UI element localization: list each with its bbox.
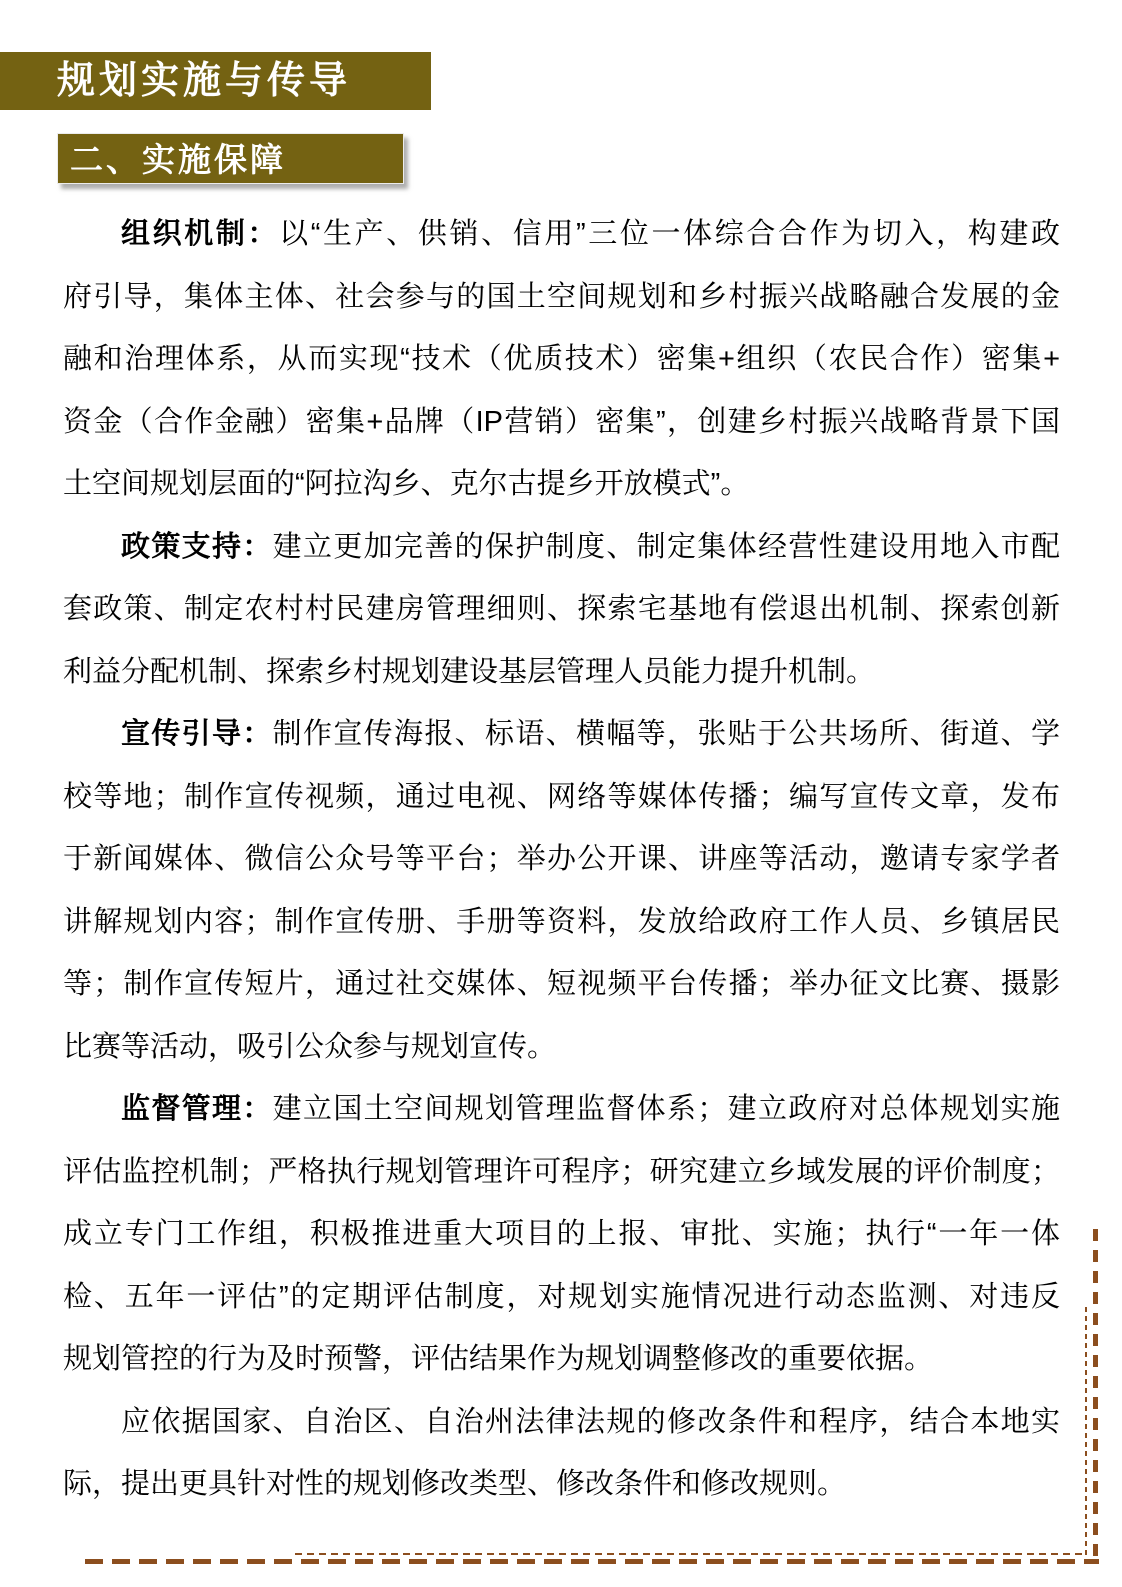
- paragraph-line: 于新闻媒体、微信公众号等平台；举办公开课、讲座等活动，邀请专家学者: [63, 843, 1060, 875]
- paragraph-label: 监督管理：: [121, 1093, 273, 1125]
- paragraph-line: 政策支持：建立更加完善的保护制度、制定集体经营性建设用地入市配: [121, 530, 1060, 563]
- dashed-border-right-thin: [1085, 1307, 1087, 1555]
- paragraph-label: 政策支持：: [121, 530, 273, 563]
- paragraph-line: 际，提出更具针对性的规划修改类型、修改条件和修改规则。: [63, 1468, 847, 1500]
- dashed-border-bottom-thin: [295, 1553, 1087, 1555]
- paragraph-line: 比赛等活动，吸引公众参与规划宣传。: [63, 1030, 557, 1063]
- paragraph-line: 土空间规划层面的“阿拉沟乡、克尔古提乡开放模式”。: [63, 468, 750, 500]
- paragraph-line: 规划管控的行为及时预警，评估结果作为规划调整修改的重要依据。: [63, 1343, 934, 1375]
- paragraph-line: 组织机制：以“生产、供销、信用”三位一体综合合作为切入，构建政: [121, 218, 1060, 250]
- paragraph-line: 府引导，集体主体、社会参与的国土空间规划和乡村振兴战略融合发展的金: [63, 280, 1060, 313]
- paragraph-line: 监督管理：建立国土空间规划管理监督体系；建立政府对总体规划实施: [121, 1093, 1060, 1125]
- paragraph-line: 套政策、制定农村村民建房管理细则、探索宅基地有偿退出机制、探索创新: [63, 593, 1060, 625]
- paragraph-line: 等；制作宣传短片，通过社交媒体、短视频平台传播；举办征文比赛、摄影: [63, 968, 1060, 1000]
- dashed-border-right-thick: [1093, 1229, 1098, 1562]
- paragraph-label: 宣传引导：: [121, 718, 273, 750]
- paragraph-label: 组织机制：: [121, 218, 280, 250]
- paragraph-line: 成立专门工作组，积极推进重大项目的上报、审批、实施；执行“一年一体: [63, 1218, 1060, 1250]
- paragraph-line: 讲解规划内容；制作宣传册、手册等资料，发放给政府工作人员、乡镇居民: [63, 905, 1060, 938]
- paragraph-line: 融和治理体系，从而实现“技术（优质技术）密集+组织（农民合作）密集+: [63, 343, 1060, 375]
- paragraph-line: 检、五年一评估”的定期评估制度，对规划实施情况进行动态监测、对违反: [63, 1280, 1060, 1313]
- section-header-banner: 二、实施保障: [57, 133, 404, 184]
- paragraph-line: 评估监控机制；严格执行规划管理许可程序；研究建立乡域发展的评价制度；: [63, 1155, 1060, 1188]
- paragraph-line: 应依据国家、自治区、自治州法律法规的修改条件和程序，结合本地实: [121, 1405, 1060, 1438]
- paragraph-line: 资金（合作金融）密集+品牌（IP营销）密集”，创建乡村振兴战略背景下国: [63, 405, 1060, 438]
- paragraph-line: 校等地；制作宣传视频，通过电视、网络等媒体传播；编写宣传文章，发布: [63, 780, 1060, 813]
- page-title-banner: 规划实施与传导: [0, 52, 431, 110]
- paragraph-line: 宣传引导：制作宣传海报、标语、横幅等，张贴于公共场所、街道、学: [121, 718, 1060, 750]
- paragraph-line: 利益分配机制、探索乡村规划建设基层管理人员能力提升机制。: [63, 655, 876, 688]
- dashed-border-bottom-thick: [85, 1559, 1099, 1564]
- document-body: [63, 203, 1060, 1516]
